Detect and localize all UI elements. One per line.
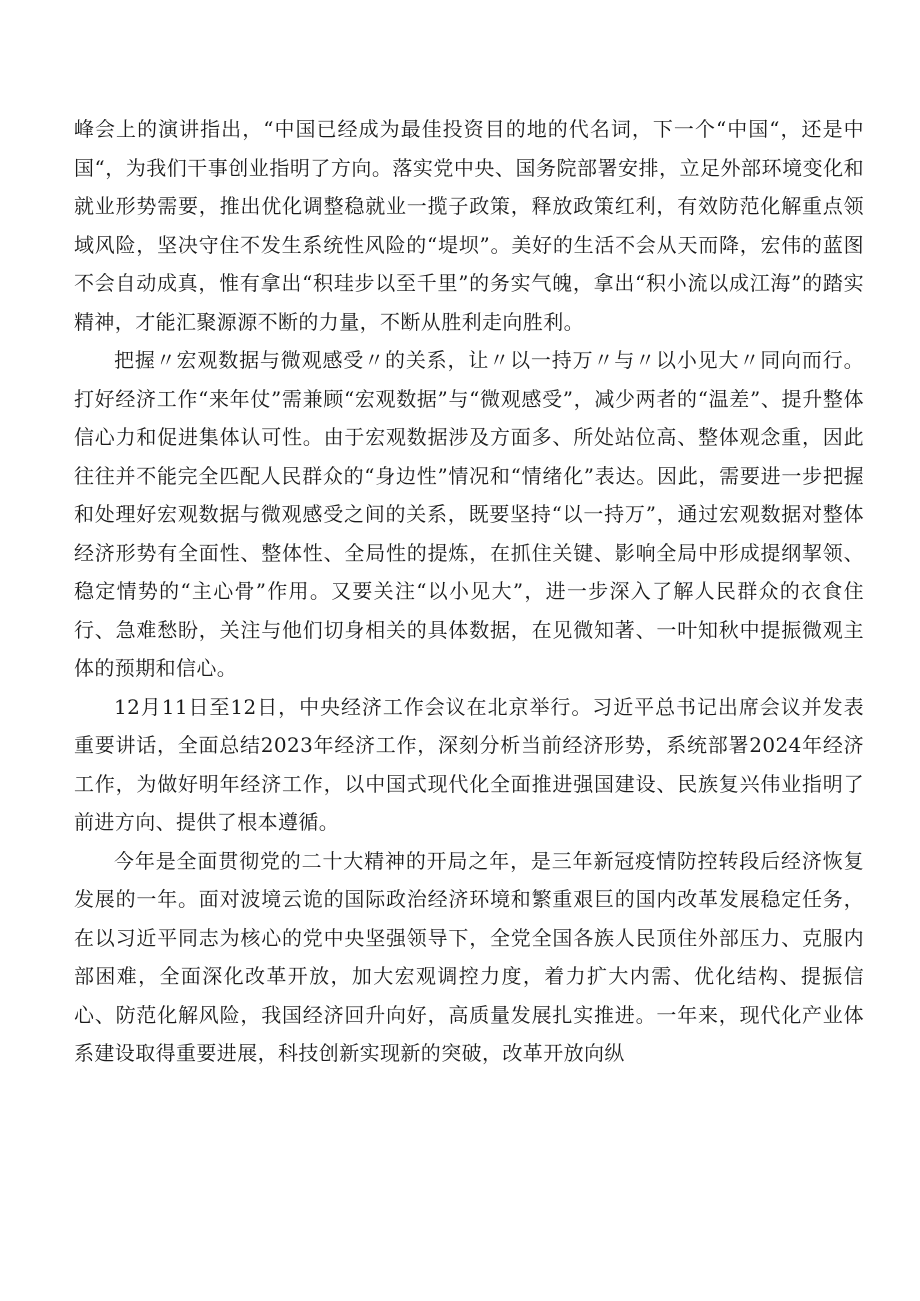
paragraph-1: 峰会上的演讲指出，“中国已经成为最佳投资目的地的代名词，下一个“中国“，还是中国“，为我们干事创业指明了方向。落实党中央、国务院部署安排，立足外部环境变化和就业形势需要，推出优化调整稳就业一揽子政策，释放政策红利，有效防范化解重点领域风险，坚决守住不发生系统性风险的“堤坝”。美好的生活不会从天而降，宏伟的蓝图不会自动成真，惟有拿出“积珪步以至千里”的务实气魄，拿出“积小流以成江海”的踏实精神，才能汇聚源源不断的力量，不断从胜利走向胜利。 [74,117,864,334]
paragraph-3: 12月11日至12日，中央经济工作会议在北京举行。习近平总书记出席会议并发表重要讲话，全面总结2023年经济工作，深刻分析当前经济形势，系统部署2024年经济工作，为做好明年经济工作，以中国式现代化全面推进强国建设、民族复兴伟业指明了前进方向、提供了根本遵循。 [74,694,864,834]
paragraph-2: 把握〃宏观数据与微观感受〃的关系，让〃以一持万〃与〃以小见大〃同向而行。打好经济工作“来年仗”需兼顾“宏观数据”与“微观感受”，减少两者的“温差”、提升整体信心力和促进集体认可性。由于宏观数据涉及方面多、所处站位高、整体观念重，因此往往并不能完全匹配人民群众的“身边性”情况和“情绪化”表达。因此，需要进一步把握和处理好宏观数据与微观感受之间的关系，既要坚持“以一持万”，通过宏观数据对整体经济形势有全面性、整体性、全局性的提炼，在抓住关键、影响全局中形成提纲挈领、稳定情势的“主心骨”作用。又要关注“以小见大”，进一步深入了解人民群众的衣食住行、急难愁盼，关注与他们切身相关的具体数据，在见微知著、一叶知秋中提振微观主体的预期和信心。 [74,348,864,680]
document-body [74,110,864,1073]
paragraph-4: 今年是全面贯彻党的二十大精神的开局之年，是三年新冠疫情防控转段后经济恢复发展的一年。面对波境云诡的国际政治经济环境和繁重艰巨的国内改革发展稳定任务，在以习近平同志为核心的党中央坚强领导下，全党全国各族人民顶住外部压力、克服内部困难，全面深化改革开放，加大宏观调控力度，着力扩大内需、优化结构、提振信心、防范化解风险，我国经济回升向好，高质量发展扎实推进。一年来，现代化产业体系建设取得重要进展，科技创新实现新的突破，改革开放向纵 [74,848,864,1065]
